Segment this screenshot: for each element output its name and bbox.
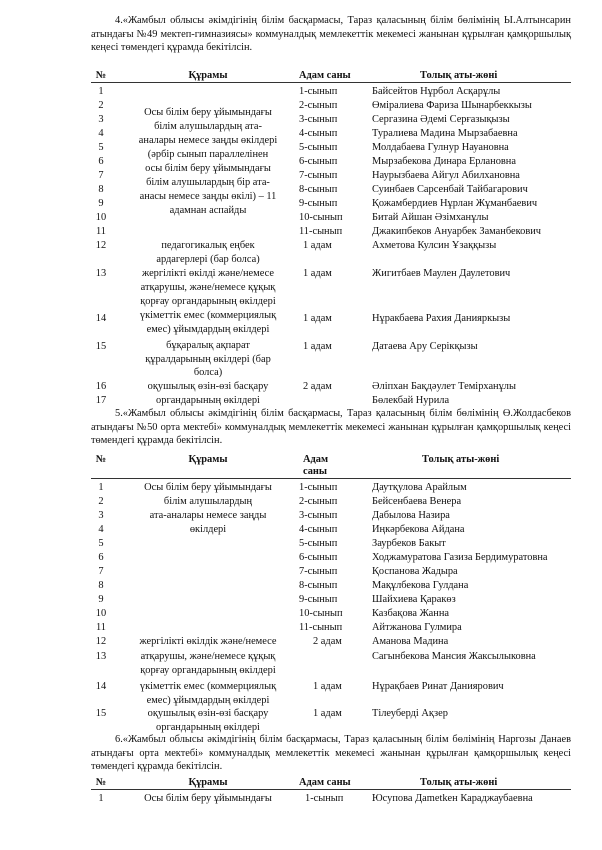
s6-header-composition: Құрамы: [188, 777, 228, 788]
s4-row-no: 2: [98, 100, 104, 111]
s5-composition-line: ата-аналары немесе заңды: [149, 510, 267, 521]
s5-composition-line: емес) ұйымдардың өкілдері: [146, 695, 270, 706]
s4-composition-line: қорғау органдарының өкілдері: [140, 296, 276, 307]
s5-name: Заурбеков Бакыт: [372, 538, 446, 549]
s5-name: Ходжамуратова Газиза Бердимуратовна: [372, 552, 548, 563]
s6-name: Юсупова Дametkeн Караджаубаевна: [372, 793, 533, 804]
s4-row-no: 17: [95, 395, 107, 406]
s5-count: 5-сынып: [299, 538, 338, 549]
s5-count: 3-сынып: [299, 510, 338, 521]
s4-name: Битай Айшан Әзімханұлы: [372, 212, 489, 223]
s4-name: Әліпхан Бақдәулет Темірханұлы: [372, 381, 516, 392]
s4-row-no: 7: [98, 170, 104, 181]
s4-composition-line: адамнан аспайды: [169, 205, 247, 216]
s4-count: 4-сынып: [299, 128, 338, 139]
s4-name: Бөлекбай Нурила: [372, 395, 450, 406]
s5-name: Даутқулова Арайлым: [372, 482, 467, 493]
s4-composition-line: емес) ұйымдардың өкілдері: [146, 324, 270, 335]
s4-count: 1-сынып: [299, 86, 338, 97]
s5-name: Сагынбекова Мансия Жаксылыковна: [372, 651, 536, 662]
s4-name: Нұракбаева Рахия Данияркызы: [372, 313, 511, 324]
s4-composition-line: педагогикалық еңбек: [161, 240, 255, 251]
s5-row-no: 3: [98, 510, 104, 521]
s5-composition-line: өкілдері: [189, 524, 227, 535]
s5-row-no: 4: [98, 524, 104, 535]
s5-row-no: 6: [98, 552, 104, 563]
s5-row-no: 1: [98, 482, 104, 493]
s4-count: 2-сынып: [299, 100, 338, 111]
s4-name: Туралиева Мадина Мырзабаевна: [372, 128, 518, 139]
s4-row-no: 10: [95, 212, 107, 223]
s5-name: Бейсенбаева Венера: [372, 496, 462, 507]
s4-composition-line: анасы немесе заңды өкілі) – 11: [139, 191, 277, 202]
s5-row-no: 11: [95, 622, 106, 633]
s4-composition-line: ардагерлері (бар болса): [156, 254, 260, 265]
s4-composition-line: осы білім беру ұйымындағы: [145, 163, 271, 174]
s4-count: 6-сынып: [299, 156, 338, 167]
s4-count: 2 адам: [303, 381, 332, 392]
s4-composition-line: жергілікті өкілді және/немесе: [142, 268, 274, 279]
s4-composition-line: бұқаралық ақпарат: [166, 340, 250, 351]
s5-count: 1 адам: [313, 681, 342, 692]
s4-row-no: 4: [98, 128, 104, 139]
s4-row-no: 12: [95, 240, 107, 251]
s5-name: Аманова Мадина: [372, 636, 449, 647]
s4-count: 9-сынып: [299, 198, 338, 209]
s5-count: 4-сынып: [299, 524, 338, 535]
s5-name: Нұрақбаев Ринат Даниярович: [372, 681, 504, 692]
s5-count: 10-сынып: [299, 608, 343, 619]
s4-count: 1 адам: [303, 341, 332, 352]
s4-name: Жигитбаев Маулен Даулетович: [372, 268, 511, 279]
s4-name: Мырзабекова Динара Ерлановна: [372, 156, 516, 167]
s4-composition-line: үкіметтік емес (коммерциялық: [139, 310, 277, 321]
s4-row-no: 14: [95, 313, 107, 324]
s4-row-no: 11: [95, 226, 106, 237]
s5-count: 1-сынып: [299, 482, 338, 493]
s4-name: Наурызбаева Айгул Абилхановна: [372, 170, 520, 181]
s4-row-no: 15: [95, 341, 107, 352]
s4-name: Молдабаева Гулнур Науановна: [372, 142, 509, 153]
s5-name: Тілеуберді Ақзер: [372, 708, 448, 719]
s4-composition-line: оқушылық өзін-өзі басқару: [147, 381, 269, 392]
s4-count: 10-сынып: [299, 212, 343, 223]
s6-row-no: 1: [98, 793, 104, 804]
s4-row-no: 8: [98, 184, 104, 195]
s4-count: 7-сынып: [299, 170, 338, 181]
s5-name: Дабылова Назира: [372, 510, 450, 521]
s4-composition-line: білім алушылардың ата-: [154, 121, 262, 132]
s5-count: 9-сынып: [299, 594, 338, 605]
s5-row-no: 5: [98, 538, 104, 549]
s5-composition-line: Осы білім беру ұйымындағы: [144, 482, 272, 493]
s4-row-no: 13: [95, 268, 107, 279]
s4-header-composition: Құрамы: [188, 70, 228, 81]
s4-composition-line: Осы білім беру ұйымындағы: [144, 107, 272, 118]
s4-count: 5-сынып: [299, 142, 338, 153]
s5-composition-line: атқарушы, және/немесе құқық: [140, 651, 276, 662]
s4-row-no: 16: [95, 381, 107, 392]
s4-composition-line: болса): [193, 367, 223, 378]
s5-row-no: 10: [95, 608, 107, 619]
s5-composition-line: оқушылық өзін-өзі басқару: [147, 708, 269, 719]
section-6-paragraph: 6.«Жамбыл облысы әкімдігінің білім басқармасы, Тараз қаласының білім бөлімінің Наргозы Данаев атындағы орта мектебі» коммуналдық мемлекеттік мекемесі жанынан құрылған қамқоршылық кеңесі төмендегі құрамда бекітілсін.: [91, 734, 571, 772]
s4-header-rule: [91, 82, 571, 83]
s4-composition-line: (әрбір сынып параллелінен: [147, 149, 269, 160]
s5-name: Иңкәрбекова Айдана: [372, 524, 465, 535]
s5-row-no: 9: [98, 594, 104, 605]
s6-composition-line: Осы білім беру ұйымындағы: [144, 793, 272, 804]
s5-header-no: №: [95, 454, 107, 465]
s4-row-no: 1: [98, 86, 104, 97]
s5-composition-line: білім алушылардың: [163, 496, 253, 507]
s4-header-no: №: [95, 70, 107, 81]
s4-count: 3-сынып: [299, 114, 338, 125]
s4-composition-line: білім алушылардың бір ата-: [146, 177, 270, 188]
s5-count: 2-сынып: [299, 496, 338, 507]
s4-composition-line: аналары немесе заңды өкілдері: [138, 135, 278, 146]
s5-name: Казбақова Жанна: [372, 608, 450, 619]
s4-row-no: 6: [98, 156, 104, 167]
s5-name: Қоспанова Жадыра: [372, 566, 458, 577]
s5-header-name: Толық аты-жөні: [422, 454, 500, 465]
s4-name: Сергазина Әдемі Серғазықызы: [372, 114, 510, 125]
s5-name: Мақұлбекова Гулдана: [372, 580, 469, 591]
s6-header-count: Адам саны: [299, 777, 351, 788]
s5-header-rule: [91, 478, 571, 479]
s6-count: 1-сынып: [305, 793, 344, 804]
s5-composition-line: жергілікті өкілдік және/немесе: [139, 636, 277, 647]
s4-count: 1 адам: [303, 268, 332, 279]
s5-count: 6-сынып: [299, 552, 338, 563]
s5-count: 8-сынып: [299, 580, 338, 591]
s5-header-count-2: саны: [303, 466, 328, 477]
section-4-paragraph: 4.«Жамбыл облысы әкімдігінің білім басқармасы, Тараз қаласының білім бөлімінің Ы.Алтынсарин атындағы №49 мектеп-гимназиясы» коммуналдық мемлекеттік мекемесі жанынан құрылған қамқоршылық кеңесі төмендегі құрамда бекітілсін.: [91, 15, 571, 53]
s4-count: 1 адам: [303, 240, 332, 251]
s5-header-composition: Құрамы: [188, 454, 228, 465]
s4-row-no: 5: [98, 142, 104, 153]
s4-count: 8-сынып: [299, 184, 338, 195]
s6-header-rule: [91, 789, 571, 790]
s4-name: Джакипбеков Ануарбек Заманбекович: [372, 226, 542, 237]
s4-header-count: Адам саны: [299, 70, 351, 81]
s4-name: Өміралиева Фариза Шынарбеккызы: [372, 100, 532, 111]
s4-row-no: 9: [98, 198, 104, 209]
s4-row-no: 3: [98, 114, 104, 125]
s6-header-name: Толық аты-жөні: [420, 777, 498, 788]
s5-row-no: 8: [98, 580, 104, 591]
s5-count: 11-сынып: [299, 622, 343, 633]
s5-count: 2 адам: [313, 636, 342, 647]
s4-name: Байсейтов Нұрбол Асқарұлы: [372, 86, 501, 97]
s4-count: 11-сынып: [299, 226, 343, 237]
section-5-paragraph: 5.«Жамбыл облысы әкімдігінің білім басқармасы, Тараз қаласының білім бөлімінің Ө.Жолдасбеков атындағы №50 орта мектебі» коммуналдық мемлекеттік мекемесі жанынан құрылған қамқоршылық кеңесі төмендегі құрамда бекітілсін.: [91, 408, 571, 446]
s5-row-no: 14: [95, 681, 107, 692]
s4-composition-line: органдарының өкілдері: [156, 395, 260, 406]
s4-name: Суинбаев Сарсенбай Тайбагарович: [372, 184, 528, 195]
s4-name: Датаева Ару Серікқызы: [372, 341, 478, 352]
s4-header-name: Толық аты-жөні: [420, 70, 498, 81]
s4-name: Ахметова Кулсин Ұзаққызы: [372, 240, 497, 251]
s5-composition-line: үкіметтік емес (коммерциялық: [139, 681, 277, 692]
s5-row-no: 7: [98, 566, 104, 577]
s5-name: Шайхиева Қаракөз: [372, 594, 456, 605]
s5-composition-line: органдарының өкілдері: [156, 722, 260, 733]
s4-composition-line: атқарушы, және/немесе құқық: [140, 282, 276, 293]
s5-row-no: 12: [95, 636, 107, 647]
s5-composition-line: қорғау органдарының өкілдері: [140, 665, 276, 676]
s5-header-count-1: Адам: [303, 454, 329, 465]
s5-count: 1 адам: [313, 708, 342, 719]
s4-name: Қожамбердиев Нұрлан Жұманбаевич: [372, 198, 538, 209]
s6-header-no: №: [95, 777, 107, 788]
s5-count: 7-сынып: [299, 566, 338, 577]
s5-name: Айтжанова Гулмира: [372, 622, 462, 633]
s4-composition-line: құралдарының өкілдері (бар: [145, 354, 271, 365]
s4-count: 1 адам: [303, 313, 332, 324]
s5-row-no: 13: [95, 651, 107, 662]
s5-row-no: 15: [95, 708, 107, 719]
s5-row-no: 2: [98, 496, 104, 507]
